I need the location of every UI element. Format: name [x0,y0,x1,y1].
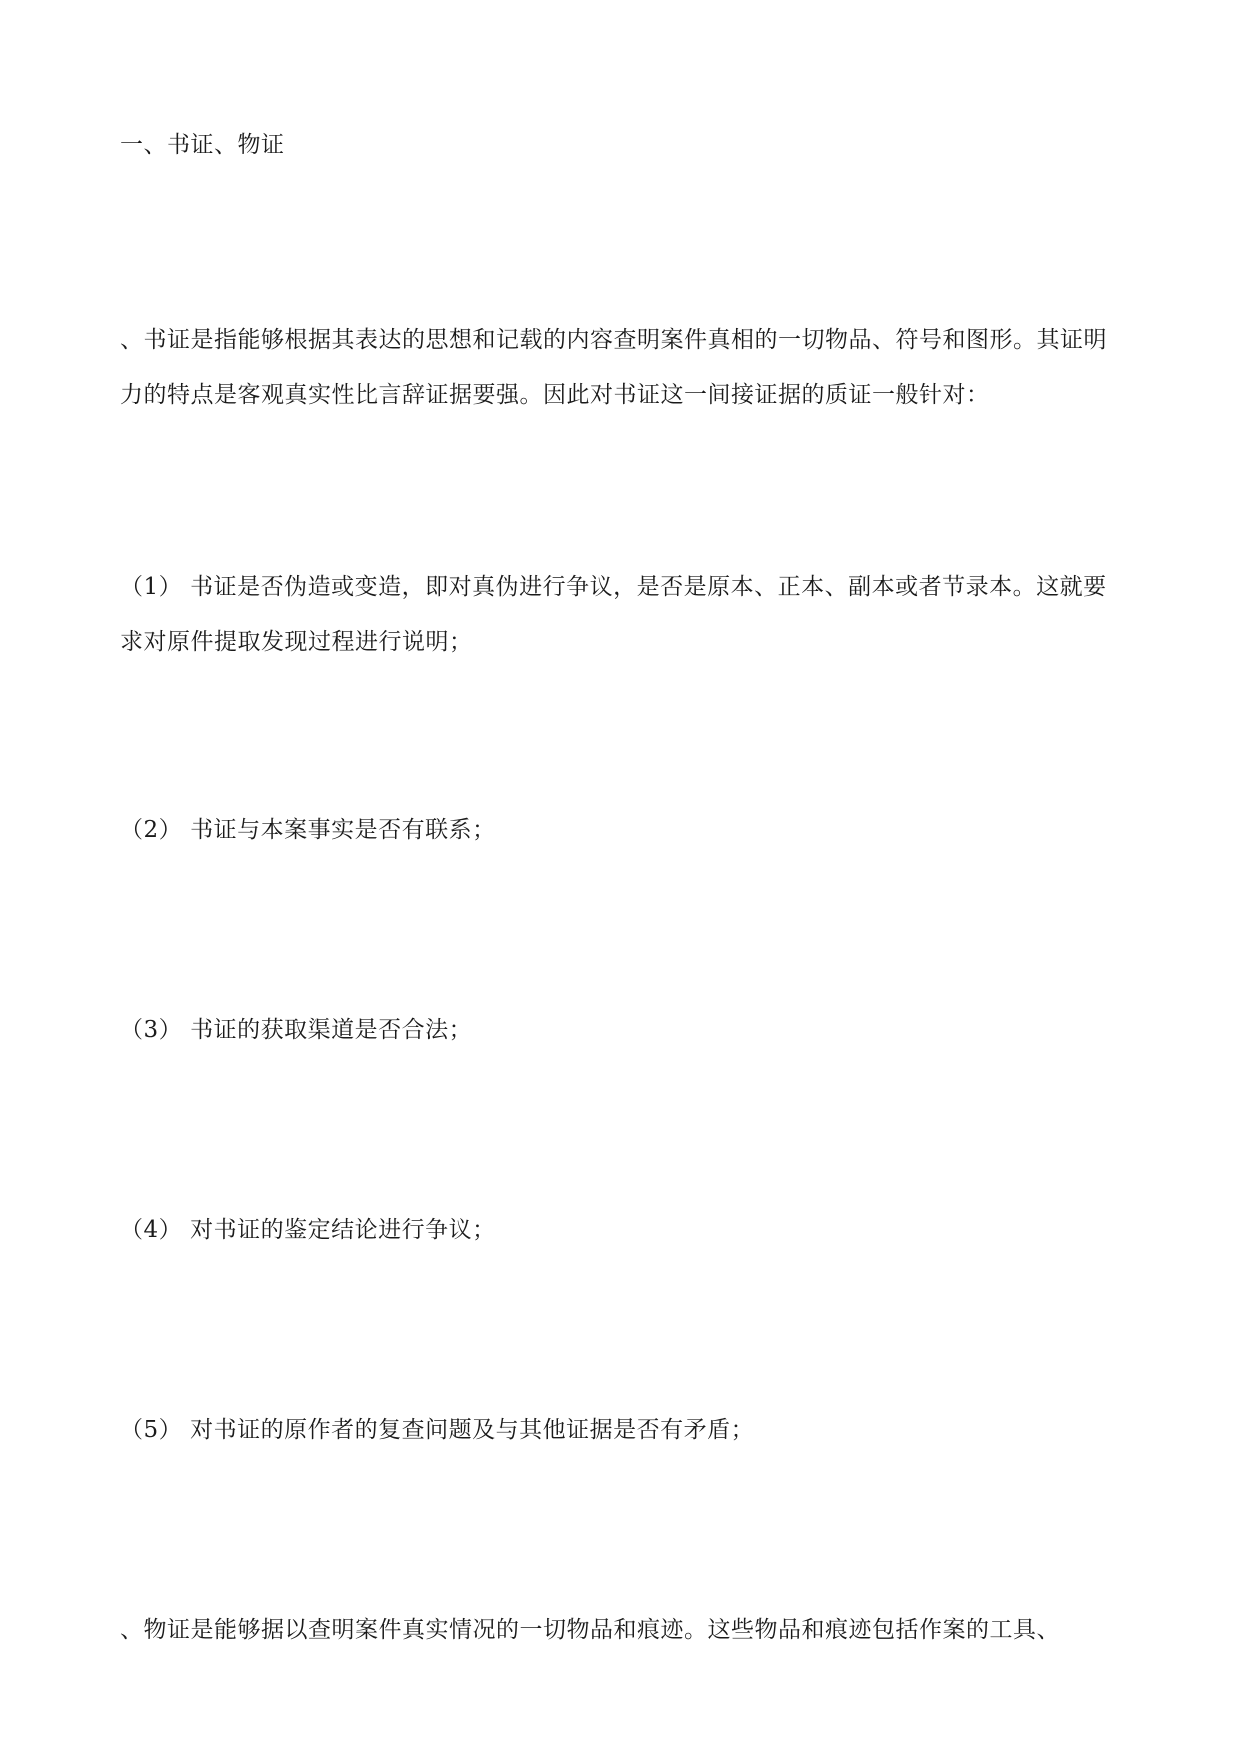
list-item-text: 书证的获取渠道是否合法； [190,1017,473,1043]
list-item-number: （2） [120,817,183,843]
paragraph-physical-evidence: 、物证是能够据以查明案件真实情况的一切物品和痕迹。这些物品和痕迹包括作案的工具、 [120,1617,1060,1643]
list-item-text: 书证与本案事实是否有联系； [190,817,496,843]
list-item-4 [120,1203,1130,1258]
list-item-3 [120,1003,1130,1058]
paragraph-documentary-evidence: 、书证是指能够根据其表达的思想和记载的内容查明案件真相的一切物品、符号和图形。其证明力的特点是客观真实性比言辞证据要强。因此对书证这一间接证据的质证一般针对： [120,327,1107,408]
list-item-number: （3） [120,1017,183,1043]
list-item-text: 书证是否伪造或变造，即对真伪进行争议，是否是原本、正本、副本或者节录本。这就要求对原件提取发现过程进行说明； [120,574,1107,655]
list-item-1 [120,560,1130,670]
list-item-2 [120,803,1130,858]
list-item-number: （1） [120,574,183,600]
section-heading: 一、书证、物证 [120,132,285,158]
list-item-text: 对书证的原作者的复查问题及与其他证据是否有矛盾； [190,1417,755,1443]
list-item-number: （5） [120,1417,183,1443]
list-item-5 [120,1403,1130,1458]
list-item-number: （4） [120,1217,183,1243]
list-item-text: 对书证的鉴定结论进行争议； [190,1217,496,1243]
